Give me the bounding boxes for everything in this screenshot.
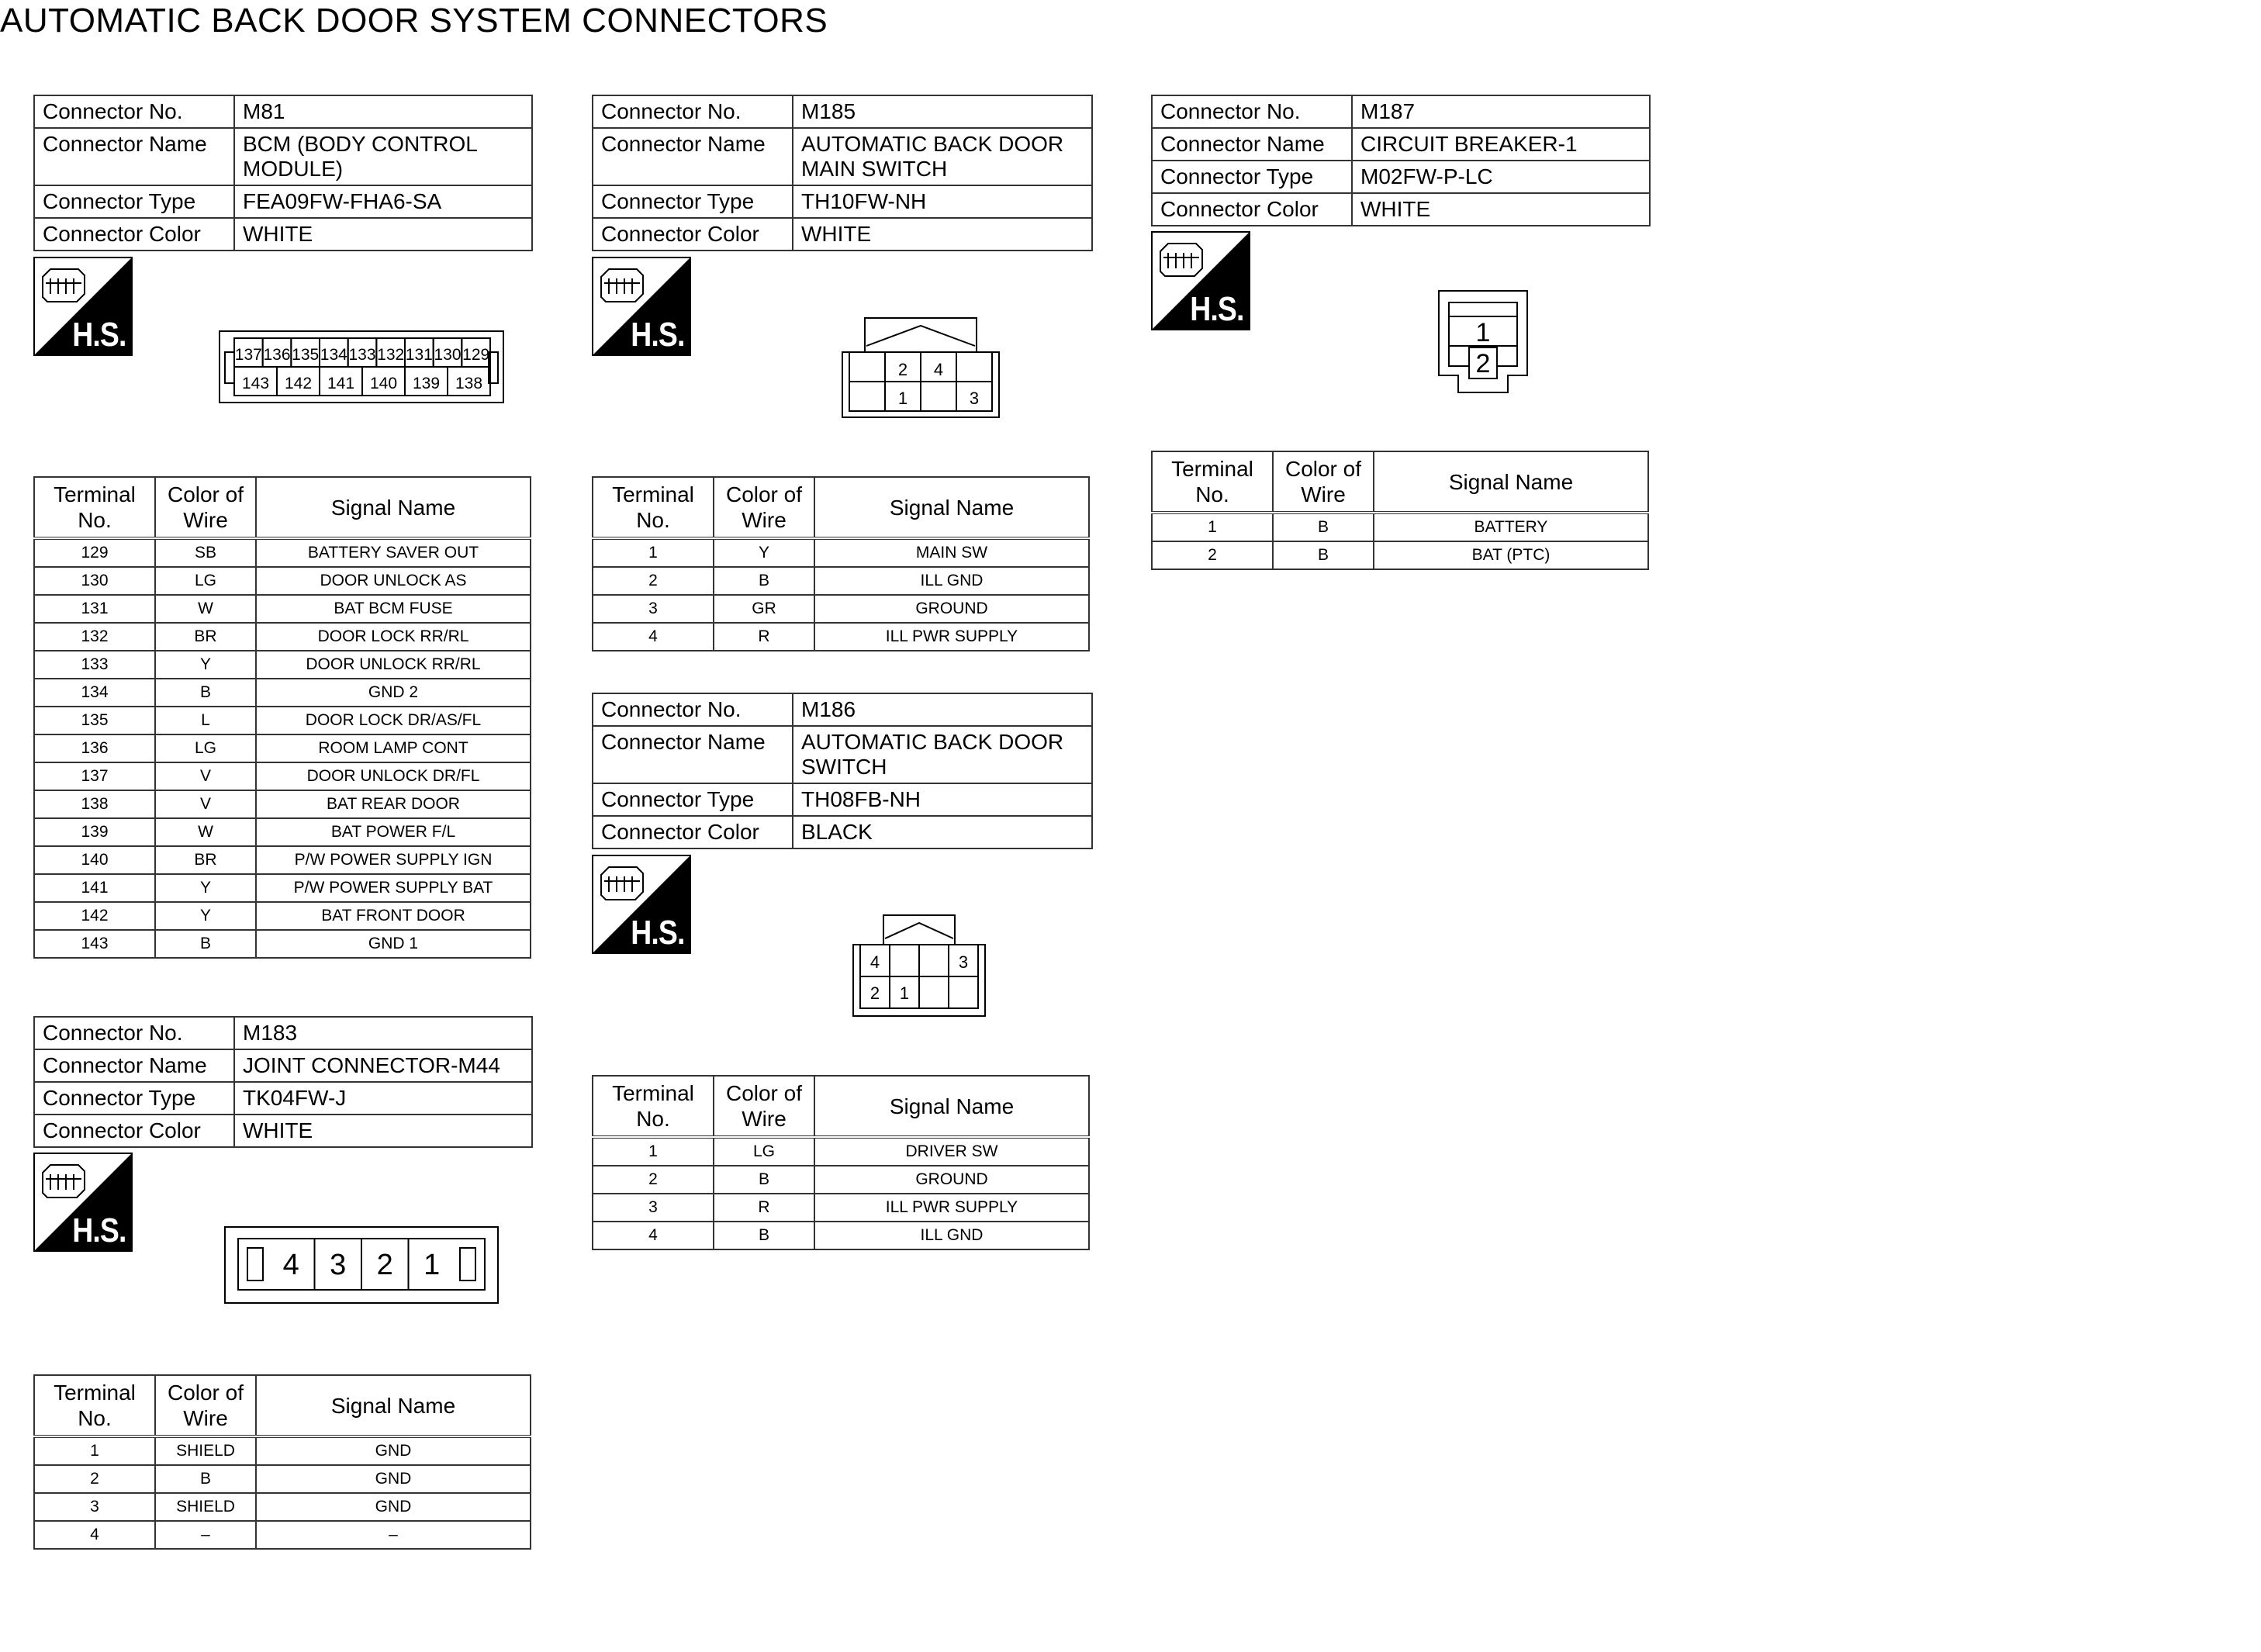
pin-number: 132 — [377, 346, 405, 364]
pin-number: 141 — [327, 375, 355, 392]
terminal-no-cell: 130 — [34, 567, 155, 595]
terminal-table-header — [34, 477, 531, 538]
pin-number: 4 — [933, 360, 944, 379]
hs-harness-side-icon — [33, 1153, 133, 1252]
terminal-row — [593, 623, 1089, 651]
wire-color-cell: Y — [155, 651, 256, 679]
terminal-no-header: Terminal No. — [593, 1076, 714, 1137]
m185-terminal-table — [592, 476, 1090, 651]
terminal-no-cell: 2 — [34, 1465, 155, 1493]
pin-number: 2 — [376, 1249, 393, 1281]
signal-name-cell: BAT REAR DOOR — [256, 790, 531, 818]
terminal-row — [34, 623, 531, 651]
terminal-no-cell: 143 — [34, 930, 155, 958]
terminal-row — [34, 538, 531, 567]
connector-type-label: Connector Type — [34, 1082, 234, 1115]
hand-icon — [1157, 237, 1207, 279]
terminal-no-cell: 136 — [34, 734, 155, 762]
connector-type-value: TK04FW-J — [234, 1082, 532, 1115]
signal-name-cell: DOOR LOCK DR/AS/FL — [256, 707, 531, 734]
terminal-row — [34, 762, 531, 790]
hs-harness-side-icon — [592, 855, 691, 954]
signal-name-cell: ILL PWR SUPPLY — [814, 623, 1089, 651]
m186-connector-face-diagram — [852, 912, 986, 1018]
connector-type-value: TH08FB-NH — [793, 783, 1092, 816]
pin-number: 2 — [1475, 349, 1491, 378]
connector-name-row — [593, 128, 1092, 185]
terminal-no-cell: 1 — [34, 1436, 155, 1465]
terminal-row — [593, 567, 1089, 595]
wire-color-cell: LG — [155, 567, 256, 595]
wire-color-cell: L — [155, 707, 256, 734]
terminal-row — [593, 595, 1089, 623]
terminal-no-cell: 1 — [1152, 513, 1273, 541]
wire-color-cell: BR — [155, 623, 256, 651]
connector-no-label: Connector No. — [593, 95, 793, 128]
wire-color-cell: BR — [155, 846, 256, 874]
terminal-no-cell: 1 — [593, 1137, 714, 1166]
connector-type-value: M02FW-P-LC — [1352, 161, 1650, 193]
terminal-row — [1152, 541, 1648, 569]
terminal-no-header: Terminal No. — [34, 1375, 155, 1436]
pin-number: 131 — [405, 346, 433, 364]
terminal-no-header: Terminal No. — [1152, 451, 1273, 513]
signal-name-cell: BAT POWER F/L — [256, 818, 531, 846]
hand-icon — [598, 861, 648, 903]
signal-name-cell: ILL PWR SUPPLY — [814, 1194, 1089, 1222]
terminal-row — [593, 1194, 1089, 1222]
terminal-no-cell: 141 — [34, 874, 155, 902]
connector-no-value: M81 — [234, 95, 532, 128]
hs-label: H.S. — [72, 316, 126, 354]
hs-harness-side-icon — [1151, 231, 1250, 330]
terminal-table-header — [593, 477, 1089, 538]
terminal-row — [1152, 513, 1648, 541]
pin-number: 137 — [234, 346, 262, 364]
signal-name-cell: GND — [256, 1465, 531, 1493]
pin-number: 138 — [455, 375, 483, 392]
terminal-row — [34, 846, 531, 874]
pin-number: 136 — [263, 346, 291, 364]
terminal-row — [34, 651, 531, 679]
terminal-table-header — [1152, 451, 1648, 513]
pin-number: 2 — [897, 360, 908, 379]
connector-color-row — [34, 1115, 532, 1147]
connector-type-label: Connector Type — [593, 185, 793, 218]
signal-name-cell: BAT BCM FUSE — [256, 595, 531, 623]
terminal-no-cell: 132 — [34, 623, 155, 651]
signal-name-cell: GND 1 — [256, 930, 531, 958]
terminal-row — [593, 538, 1089, 567]
terminal-no-cell: 138 — [34, 790, 155, 818]
connector-color-row — [1152, 193, 1650, 226]
terminal-row — [34, 1493, 531, 1521]
wire-color-cell: SB — [155, 538, 256, 567]
connector-no-label: Connector No. — [593, 693, 793, 726]
pin-number: 3 — [969, 389, 980, 408]
terminal-no-cell: 2 — [1152, 541, 1273, 569]
connector-name-value: AUTOMATIC BACK DOOR MAIN SWITCH — [793, 128, 1092, 185]
m187-connector-face-diagram — [1438, 290, 1528, 394]
terminal-row — [34, 1521, 531, 1549]
signal-name-cell: ILL GND — [814, 567, 1089, 595]
wire-color-cell: B — [155, 930, 256, 958]
hand-icon — [40, 263, 89, 305]
terminal-row — [34, 902, 531, 930]
connector-name-value: BCM (BODY CONTROL MODULE) — [234, 128, 532, 185]
signal-name-header: Signal Name — [814, 477, 1089, 538]
terminal-no-cell: 140 — [34, 846, 155, 874]
wire-color-cell: B — [714, 567, 814, 595]
signal-name-cell: GROUND — [814, 595, 1089, 623]
connector-no-row — [1152, 95, 1650, 128]
terminal-row — [34, 734, 531, 762]
terminal-row — [34, 874, 531, 902]
signal-name-header: Signal Name — [256, 477, 531, 538]
connector-name-value: CIRCUIT BREAKER-1 — [1352, 128, 1650, 161]
hs-label: H.S. — [1190, 290, 1244, 328]
terminal-no-cell: 129 — [34, 538, 155, 567]
pin-number: 4 — [282, 1249, 299, 1281]
connector-color-row — [34, 218, 532, 251]
connector-no-label: Connector No. — [34, 1017, 234, 1049]
terminal-row — [34, 567, 531, 595]
connector-name-label: Connector Name — [1152, 128, 1352, 161]
terminal-row — [34, 930, 531, 958]
terminal-row — [593, 1222, 1089, 1249]
m183-connector-info-table — [33, 1016, 533, 1148]
signal-name-cell: GND — [256, 1436, 531, 1465]
signal-name-cell: DOOR UNLOCK AS — [256, 567, 531, 595]
page-title: AUTOMATIC BACK DOOR SYSTEM CONNECTORS — [0, 2, 828, 40]
wire-color-cell: LG — [155, 734, 256, 762]
signal-name-cell: P/W POWER SUPPLY BAT — [256, 874, 531, 902]
pin-number: 140 — [369, 375, 398, 392]
m81-terminal-table — [33, 476, 531, 959]
connector-no-label: Connector No. — [34, 95, 234, 128]
terminal-table-header — [34, 1375, 531, 1436]
pin-number: 135 — [292, 346, 320, 364]
connector-color-label: Connector Color — [34, 218, 234, 251]
wire-color-cell: LG — [714, 1137, 814, 1166]
connector-name-label: Connector Name — [593, 128, 793, 185]
m185-connector-info-table — [592, 95, 1093, 251]
signal-name-cell: GND — [256, 1493, 531, 1521]
wire-color-cell: SHIELD — [155, 1493, 256, 1521]
signal-name-cell: BATTERY SAVER OUT — [256, 538, 531, 567]
signal-name-cell: ROOM LAMP CONT — [256, 734, 531, 762]
pin-number: 2 — [869, 983, 880, 1003]
wire-color-cell: B — [155, 679, 256, 707]
terminal-row — [34, 790, 531, 818]
terminal-no-cell: 2 — [593, 567, 714, 595]
connector-no-value: M185 — [793, 95, 1092, 128]
pin-number: 133 — [348, 346, 376, 364]
terminal-no-cell: 4 — [34, 1521, 155, 1549]
terminal-no-cell: 4 — [593, 1222, 714, 1249]
pin-number: 3 — [958, 952, 969, 972]
connector-type-row — [34, 1082, 532, 1115]
terminal-no-cell: 3 — [593, 1194, 714, 1222]
wire-color-cell: B — [155, 1465, 256, 1493]
terminal-row — [593, 1166, 1089, 1194]
signal-name-cell: DOOR UNLOCK DR/FL — [256, 762, 531, 790]
pin-number: 1 — [897, 389, 908, 408]
wire-color-cell: Y — [155, 874, 256, 902]
terminal-no-header: Terminal No. — [34, 477, 155, 538]
color-of-wire-header: Color of Wire — [714, 477, 814, 538]
connector-name-row — [593, 726, 1092, 783]
wire-color-cell: V — [155, 762, 256, 790]
signal-name-cell: DOOR UNLOCK RR/RL — [256, 651, 531, 679]
connector-type-row — [34, 185, 532, 218]
hs-label: H.S. — [631, 914, 685, 952]
connector-name-label: Connector Name — [34, 1049, 234, 1082]
m185-connector-face-diagram — [842, 315, 1000, 419]
connector-no-row — [34, 95, 532, 128]
wire-color-cell: Y — [714, 538, 814, 567]
connector-color-row — [593, 218, 1092, 251]
pin-number: 139 — [412, 375, 441, 392]
terminal-no-cell: 2 — [593, 1166, 714, 1194]
color-of-wire-header: Color of Wire — [714, 1076, 814, 1137]
signal-name-cell: GND 2 — [256, 679, 531, 707]
wire-color-cell: Y — [155, 902, 256, 930]
connector-name-value: JOINT CONNECTOR-M44 — [234, 1049, 532, 1082]
color-of-wire-header: Color of Wire — [155, 1375, 256, 1436]
hs-label: H.S. — [72, 1211, 126, 1249]
signal-name-cell: MAIN SW — [814, 538, 1089, 567]
wire-color-cell: V — [155, 790, 256, 818]
terminal-no-cell: 1 — [593, 538, 714, 567]
terminal-row — [34, 1465, 531, 1493]
pin-number: 3 — [330, 1249, 347, 1281]
connector-no-row — [593, 693, 1092, 726]
terminal-row — [34, 707, 531, 734]
hs-harness-side-icon — [33, 257, 133, 356]
wire-color-cell: R — [714, 1194, 814, 1222]
connector-type-value: TH10FW-NH — [793, 185, 1092, 218]
connector-color-label: Connector Color — [593, 816, 793, 848]
m186-terminal-table — [592, 1075, 1090, 1250]
terminal-table-header — [593, 1076, 1089, 1137]
signal-name-cell: DRIVER SW — [814, 1137, 1089, 1166]
m186-connector-info-table — [592, 693, 1093, 849]
connector-type-row — [593, 185, 1092, 218]
signal-name-header: Signal Name — [256, 1375, 531, 1436]
connector-color-value: WHITE — [234, 218, 532, 251]
terminal-no-cell: 135 — [34, 707, 155, 734]
connector-color-value: WHITE — [234, 1115, 532, 1147]
connector-no-label: Connector No. — [1152, 95, 1352, 128]
connector-type-label: Connector Type — [34, 185, 234, 218]
wire-color-cell: W — [155, 595, 256, 623]
terminal-no-cell: 142 — [34, 902, 155, 930]
hs-label: H.S. — [631, 316, 685, 354]
terminal-no-cell: 4 — [593, 623, 714, 651]
connector-color-row — [593, 816, 1092, 848]
pin-number: 1 — [424, 1249, 441, 1281]
terminal-no-cell: 3 — [593, 595, 714, 623]
wire-color-cell: B — [1273, 541, 1374, 569]
connector-name-row — [1152, 128, 1650, 161]
terminal-no-cell: 3 — [34, 1493, 155, 1521]
connector-name-label: Connector Name — [593, 726, 793, 783]
connector-name-row — [34, 128, 532, 185]
terminal-row — [593, 1137, 1089, 1166]
m187-terminal-table — [1151, 451, 1649, 570]
hs-harness-side-icon — [592, 257, 691, 356]
terminal-row — [34, 1436, 531, 1465]
m187-connector-info-table — [1151, 95, 1651, 226]
pin-number: 129 — [462, 346, 490, 364]
connector-name-row — [34, 1049, 532, 1082]
m81-connector-info-table — [33, 95, 533, 251]
wire-color-cell: SHIELD — [155, 1436, 256, 1465]
connector-type-label: Connector Type — [1152, 161, 1352, 193]
connector-name-value: AUTOMATIC BACK DOOR SWITCH — [793, 726, 1092, 783]
wire-color-cell: B — [714, 1166, 814, 1194]
connector-type-value: FEA09FW-FHA6-SA — [234, 185, 532, 218]
signal-name-cell: ILL GND — [814, 1222, 1089, 1249]
pin-number: 4 — [869, 952, 880, 972]
wire-color-cell: W — [155, 818, 256, 846]
hand-icon — [598, 263, 648, 305]
terminal-row — [34, 679, 531, 707]
wire-color-cell: GR — [714, 595, 814, 623]
signal-name-header: Signal Name — [814, 1076, 1089, 1137]
color-of-wire-header: Color of Wire — [1273, 451, 1374, 513]
terminal-row — [34, 818, 531, 846]
terminal-no-cell: 139 — [34, 818, 155, 846]
pin-number: 1 — [899, 983, 910, 1003]
signal-name-cell: DOOR LOCK RR/RL — [256, 623, 531, 651]
signal-name-cell: BAT (PTC) — [1374, 541, 1648, 569]
connector-color-label: Connector Color — [1152, 193, 1352, 226]
wire-color-cell: B — [714, 1222, 814, 1249]
wire-color-cell: – — [155, 1521, 256, 1549]
connector-color-value: WHITE — [1352, 193, 1650, 226]
wire-color-cell: R — [714, 623, 814, 651]
pin-number: 1 — [1475, 318, 1491, 347]
m81-connector-face-diagram — [219, 330, 504, 403]
terminal-row — [34, 595, 531, 623]
color-of-wire-header: Color of Wire — [155, 477, 256, 538]
m183-terminal-table — [33, 1374, 531, 1550]
connector-type-row — [1152, 161, 1650, 193]
connector-name-label: Connector Name — [34, 128, 234, 185]
signal-name-cell: BAT FRONT DOOR — [256, 902, 531, 930]
pin-number: 130 — [434, 346, 462, 364]
pin-number: 134 — [320, 346, 347, 364]
terminal-no-cell: 134 — [34, 679, 155, 707]
signal-name-cell: P/W POWER SUPPLY IGN — [256, 846, 531, 874]
connector-color-value: BLACK — [793, 816, 1092, 848]
connector-color-value: WHITE — [793, 218, 1092, 251]
terminal-no-cell: 131 — [34, 595, 155, 623]
terminal-no-header: Terminal No. — [593, 477, 714, 538]
signal-name-cell: – — [256, 1521, 531, 1549]
terminal-no-cell: 133 — [34, 651, 155, 679]
connector-no-row — [593, 95, 1092, 128]
connector-no-row — [34, 1017, 532, 1049]
pin-number: 143 — [241, 375, 270, 392]
terminal-no-cell: 137 — [34, 762, 155, 790]
hand-icon — [40, 1159, 89, 1201]
connector-no-value: M183 — [234, 1017, 532, 1049]
m183-connector-face-diagram — [224, 1226, 499, 1304]
connector-color-label: Connector Color — [34, 1115, 234, 1147]
signal-name-cell: BATTERY — [1374, 513, 1648, 541]
pin-number: 142 — [284, 375, 313, 392]
wire-color-cell: B — [1273, 513, 1374, 541]
connector-color-label: Connector Color — [593, 218, 793, 251]
signal-name-cell: GROUND — [814, 1166, 1089, 1194]
connector-type-label: Connector Type — [593, 783, 793, 816]
connector-type-row — [593, 783, 1092, 816]
signal-name-header: Signal Name — [1374, 451, 1648, 513]
connector-no-value: M187 — [1352, 95, 1650, 128]
connector-no-value: M186 — [793, 693, 1092, 726]
